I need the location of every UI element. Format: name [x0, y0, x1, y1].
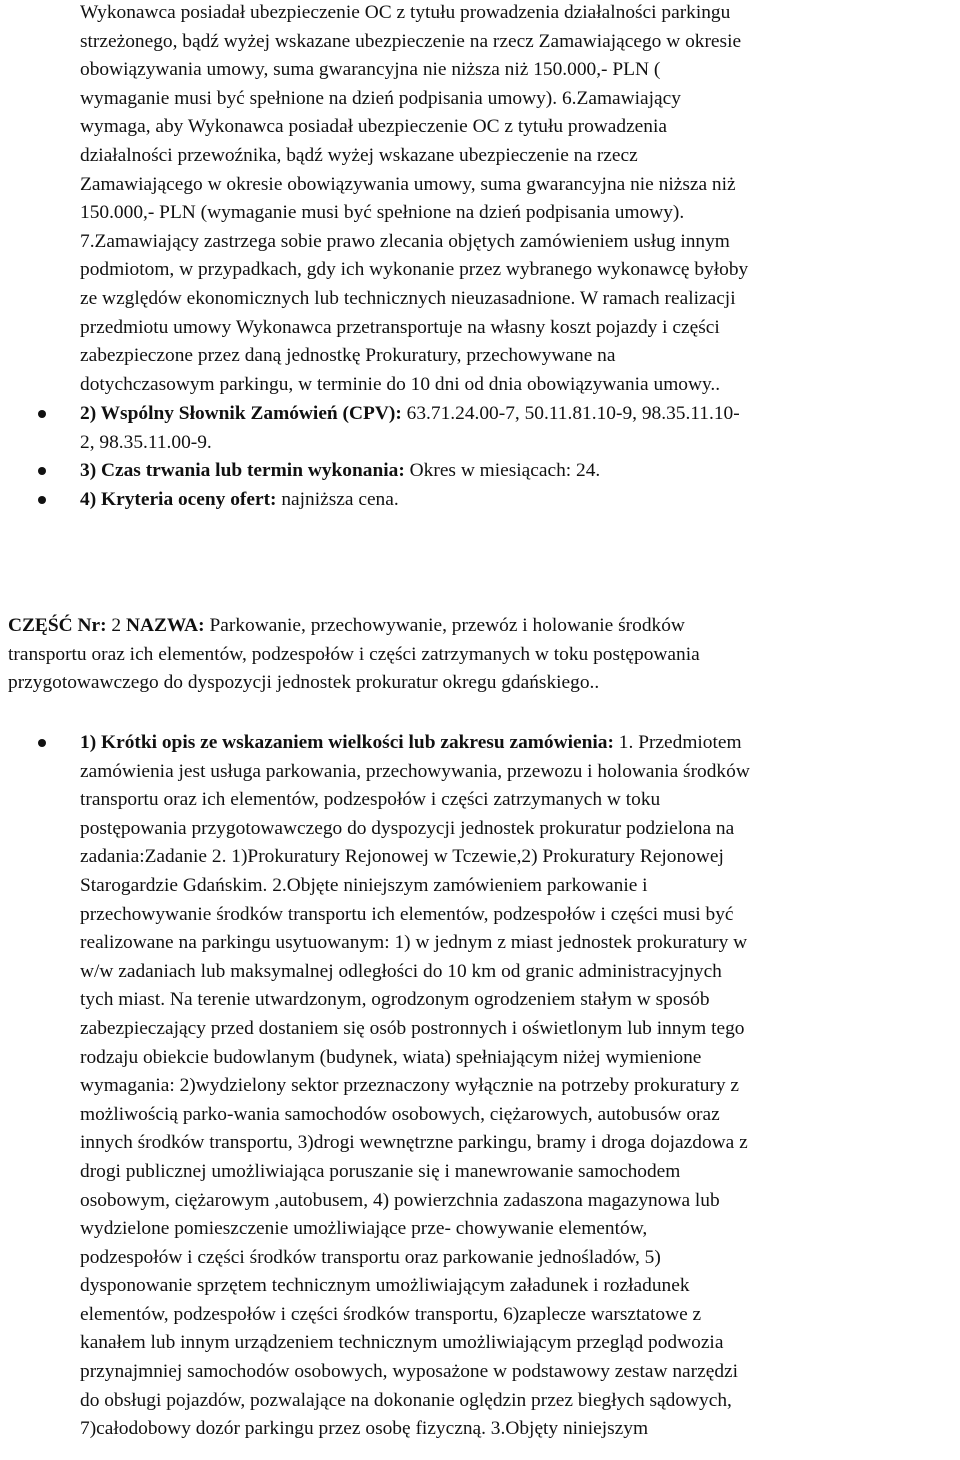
- bullet-line: w/w zadaniach lub maksymalnej odległości do 10 km od granic administracyjnych: [80, 960, 722, 982]
- paragraph-line: 7.Zamawiający zastrzega sobie prawo zlecania objętych zamówieniem usług innym: [80, 230, 730, 252]
- bullet-dot-icon: [38, 496, 46, 504]
- bullet-value: 1. Przedmiotem: [613, 732, 742, 753]
- bullet-line: rodzaju obiekcie budowlanym (budynek, wiata) spełniającym niżej wymienione: [80, 1046, 702, 1068]
- paragraph-line: działalności przewoźnika, bądź wyżej wskazane ubezpieczenie na rzecz: [80, 144, 638, 166]
- bullet-line: [80, 486, 960, 515]
- bullet-line: realizowane na parkingu usytuowanym: 1) w jednym z miast jednostek prokuratury w: [80, 932, 748, 954]
- bullet-line: innych środków transportu, 3)drogi wewnętrzne parkingu, bramy i droga dojazdowa z: [80, 1132, 748, 1154]
- paragraph-line: wymaganie musi być spełnione na dzień podpisania umowy). 6.Zamawiający: [80, 87, 681, 109]
- part-number: 2: [106, 615, 126, 636]
- part1-bullet-list: [80, 400, 960, 514]
- paragraph-line: wymaga, aby Wykonawca posiadał ubezpieczenie OC z tytułu prowadzenia: [80, 116, 667, 138]
- bullet-line: [80, 457, 960, 486]
- bullet-line: 2, 98.35.11.00-9.: [80, 431, 212, 453]
- bullet-label: 1) Krótki opis ze wskazaniem wielkości lub zakresu zamówienia:: [80, 732, 614, 753]
- bullet-line: tych miast. Na terenie utwardzonym, ogrodzonym ogrodzeniem stałym w sposób: [80, 989, 710, 1011]
- bullet-line: osobowym, ciężarowym ,autobusem, 4) powierzchnia zadaszona magazynowa lub: [80, 1189, 720, 1211]
- part2-line: przygotowawczego do dyspozycji jednostek prokuratur okregu gdańskiego..: [8, 672, 600, 694]
- bullet-line: elementów, podzespołów i części środków transportu, 6)zaplecze warsztatowe z: [80, 1303, 702, 1325]
- bullet-label: 3) Czas trwania lub termin wykonania:: [80, 460, 405, 482]
- paragraph-line: zabezpieczone przez daną jednostkę Prokuratury, przechowywane na: [80, 345, 616, 367]
- paragraph-line: przedmiotu umowy Wykonawca przetransportuje na własny koszt pojazdy i części: [80, 316, 720, 338]
- paragraph-line: dotychczasowym parkingu, w terminie do 10 dni od dnia obowiązywania umowy..: [80, 373, 721, 395]
- bullet-value: Okres w miesiącach: 24.: [404, 460, 601, 482]
- czesc-label: CZĘŚĆ Nr:: [8, 615, 107, 636]
- bullet-line: kanałem lub innym urządzeniem technicznym umożliwiającym przegląd podwozia: [80, 1332, 724, 1354]
- paragraph-line: Zamawiającego w okresie obowiązywania umowy, suma gwarancyjna nie niższa niż: [80, 173, 736, 195]
- part-name: Parkowanie, przechowywanie, przewóz i holowanie środków: [204, 615, 685, 636]
- paragraph-line: ze względów ekonomicznych lub technicznych nieuzasadnione. W ramach realizacji: [80, 287, 736, 309]
- bullet-kryteria: [80, 486, 960, 515]
- bullet-value: 63.71.24.00-7, 50.11.81.10-9, 98.35.11.10-: [401, 403, 740, 424]
- bullet-line: transportu oraz ich elementów, podzespołów i części zatrzymanych w toku: [80, 789, 661, 811]
- bullet-line: drogi publicznej umożliwiająca poruszanie się i manewrowanie samochodem: [80, 1160, 681, 1182]
- bullet-line: dysponowanie sprzętem technicznym umożliwiającym załadunek i rozładunek: [80, 1275, 690, 1297]
- top-paragraph: [80, 0, 960, 399]
- part2-heading: [8, 612, 958, 698]
- bullet-czas-trwania: [80, 457, 960, 486]
- paragraph-line: strzeżonego, bądź wyżej wskazane ubezpieczenie na rzecz Zamawiającego w okresie: [80, 30, 742, 52]
- part2-line: transportu oraz ich elementów, podzespołów i części zatrzymanych w toku postępowania: [8, 643, 700, 665]
- bullet-line: zadania:Zadanie 2. 1)Prokuratury Rejonowej w Tczewie,2) Prokuratury Rejonowej: [80, 846, 724, 868]
- bullet-line: [80, 400, 960, 429]
- bullet-line: [80, 729, 960, 758]
- bullet-label: 2) Wspólny Słownik Zamówień (CPV):: [80, 403, 402, 424]
- bullet-line: zamówienia jest usługa parkowania, przechowywania, przewozu i holowania środków: [80, 760, 750, 782]
- bullet-krotki-opis: [80, 729, 960, 1444]
- bullet-dot-icon: [38, 410, 46, 418]
- bullet-value: najniższa cena.: [276, 488, 399, 510]
- bullet-line: możliwością parko-wania samochodów osobowych, ciężarowych, autobusów oraz: [80, 1103, 720, 1125]
- paragraph-line: podmiotom, w przypadkach, gdy ich wykonanie przez wybranego wykonawcę byłoby: [80, 259, 749, 281]
- bullet-line: postępowania przygotowawczego do dyspozycji jednostek prokuratur podzielona na: [80, 817, 735, 839]
- bullet-line: Starogardzie Gdańskim. 2.Objęte niniejszym zamówieniem parkowanie i: [80, 874, 648, 896]
- bullet-line: 7)całodobowy dozór parkingu przez osobę fizyczną. 3.Objęty niniejszym: [80, 1418, 649, 1440]
- nazwa-label: NAZWA:: [125, 615, 205, 636]
- paragraph-line: obowiązywania umowy, suma gwarancyjna nie niższa niż 150.000,- PLN (: [80, 59, 661, 81]
- paragraph-line: Wykonawca posiadał ubezpieczenie OC z tytułu prowadzenia działalności parkingu: [80, 2, 731, 23]
- bullet-line: przechowywanie środków transportu ich elementów, podzespołów i części musi być: [80, 903, 734, 925]
- paragraph-line: 150.000,- PLN (wymaganie musi być spełnione na dzień podpisania umowy).: [80, 202, 685, 224]
- bullet-line: podzespołów i części środków transportu oraz parkowanie jednośladów, 5): [80, 1246, 661, 1268]
- bullet-line: wymagania: 2)wydzielony sektor przeznaczony wyłącznie na potrzeby prokuratury z: [80, 1075, 740, 1097]
- bullet-label: 4) Kryteria oceny ofert:: [80, 488, 277, 510]
- part2-bullet-list: [80, 729, 960, 1444]
- bullet-dot-icon: [38, 739, 46, 747]
- part2-line: [8, 612, 958, 641]
- bullet-line: do obsługi pojazdów, pozwalające na dokonanie oględzin przez biegłych sądowych,: [80, 1389, 732, 1411]
- bullet-line: wydzielone pomieszczenie umożliwiające prze- chowywanie elementów,: [80, 1218, 648, 1240]
- bullet-cpv: [80, 400, 960, 457]
- bullet-line: zabezpieczający przed dostaniem się osób postronnych i oświetlonym lub innym tego: [80, 1017, 745, 1039]
- bullet-dot-icon: [38, 467, 46, 475]
- bullet-line: przynajmniej samochodów osobowych, wyposażone w podstawowy zestaw narzędzi: [80, 1361, 739, 1383]
